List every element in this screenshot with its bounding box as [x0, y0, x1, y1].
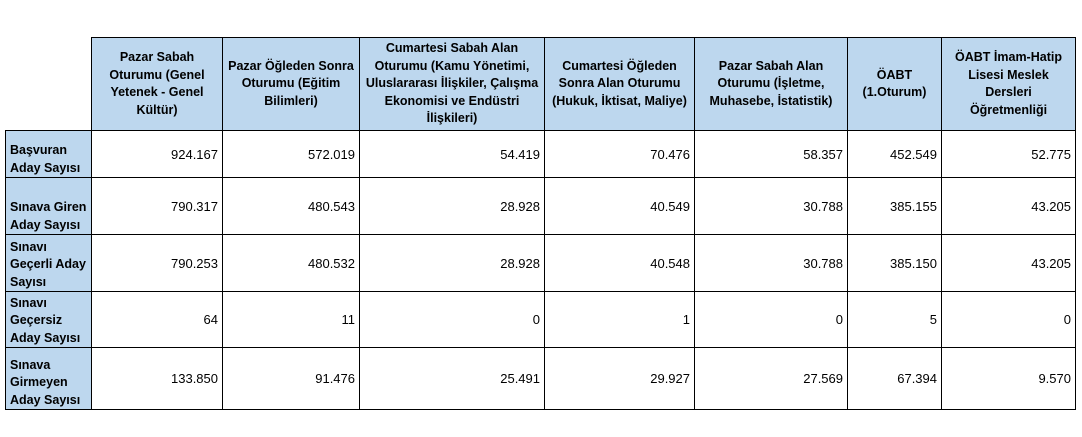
table-row — [6, 292, 1076, 348]
table-cell: 54.419 — [360, 131, 545, 178]
table-cell: 385.155 — [848, 178, 942, 235]
row-header: Sınavı Geçerli Aday Sayısı — [6, 235, 92, 292]
table-cell: 70.476 — [545, 131, 695, 178]
table-cell: 27.569 — [695, 348, 848, 410]
table-row — [6, 178, 1076, 235]
row-header: Başvuran Aday Sayısı — [6, 131, 92, 178]
table-cell: 0 — [360, 292, 545, 348]
table-cell: 28.928 — [360, 235, 545, 292]
table-cell: 91.476 — [223, 348, 360, 410]
column-header: Cumartesi Öğleden Sonra Alan Oturumu (Hukuk, İktisat, Maliye) — [545, 38, 695, 131]
column-header: ÖABT İmam-Hatip Lisesi Meslek Dersleri Öğretmenliği — [942, 38, 1076, 131]
table-cell: 30.788 — [695, 235, 848, 292]
row-header: Sınava Giren Aday Sayısı — [6, 178, 92, 235]
column-header: Pazar Sabah Alan Oturumu (İşletme, Muhasebe, İstatistik) — [695, 38, 848, 131]
table-cell: 5 — [848, 292, 942, 348]
table-cell: 790.253 — [92, 235, 223, 292]
table-row — [6, 131, 1076, 178]
table-cell: 64 — [92, 292, 223, 348]
table-cell: 0 — [942, 292, 1076, 348]
table-cell: 452.549 — [848, 131, 942, 178]
table-cell: 43.205 — [942, 235, 1076, 292]
table-cell: 9.570 — [942, 348, 1076, 410]
header-row — [6, 38, 1076, 131]
row-header: Sınavı Geçersiz Aday Sayısı — [6, 292, 92, 348]
table-cell: 25.491 — [360, 348, 545, 410]
table-cell: 480.532 — [223, 235, 360, 292]
table-row — [6, 235, 1076, 292]
table-cell: 40.548 — [545, 235, 695, 292]
table-cell: 29.927 — [545, 348, 695, 410]
table-cell: 30.788 — [695, 178, 848, 235]
table-cell: 11 — [223, 292, 360, 348]
table-row — [6, 348, 1076, 410]
table-cell: 0 — [695, 292, 848, 348]
table-cell: 43.205 — [942, 178, 1076, 235]
table-cell: 790.317 — [92, 178, 223, 235]
table-cell: 52.775 — [942, 131, 1076, 178]
table-cell: 385.150 — [848, 235, 942, 292]
table-cell: 40.549 — [545, 178, 695, 235]
table-cell: 572.019 — [223, 131, 360, 178]
corner-cell — [6, 38, 92, 131]
table-cell: 480.543 — [223, 178, 360, 235]
table-cell: 133.850 — [92, 348, 223, 410]
table-cell: 1 — [545, 292, 695, 348]
column-header: Pazar Sabah Oturumu (Genel Yetenek - Genel Kültür) — [92, 38, 223, 131]
exam-statistics-table — [5, 37, 1076, 410]
table-cell: 28.928 — [360, 178, 545, 235]
column-header: Pazar Öğleden Sonra Oturumu (Eğitim Bilimleri) — [223, 38, 360, 131]
table-cell: 67.394 — [848, 348, 942, 410]
table-cell: 924.167 — [92, 131, 223, 178]
column-header: Cumartesi Sabah Alan Oturumu (Kamu Yönetimi, Uluslararası İlişkiler, Çalışma Ekonomisi ve Endüstri İlişkileri) — [360, 38, 545, 131]
column-header: ÖABT (1.Oturum) — [848, 38, 942, 131]
table-cell: 58.357 — [695, 131, 848, 178]
row-header: Sınava Girmeyen Aday Sayısı — [6, 348, 92, 410]
